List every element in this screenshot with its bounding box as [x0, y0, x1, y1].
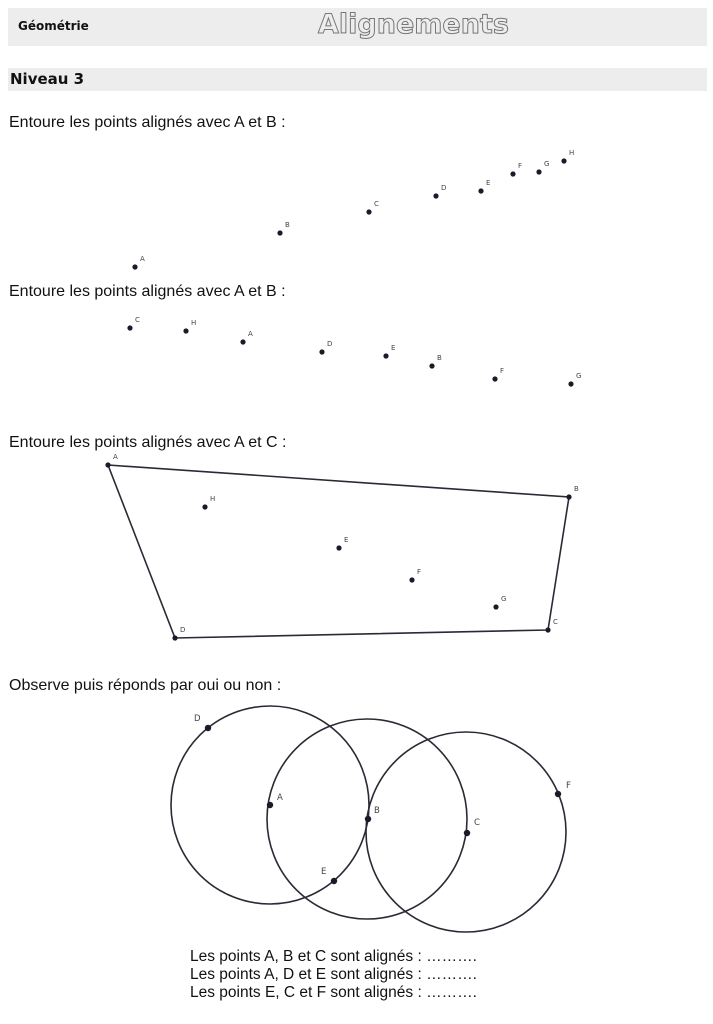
point-h	[183, 328, 188, 333]
exercise-2-instruction: Entoure les points alignés avec A et B :	[9, 283, 286, 300]
point-label: H	[191, 319, 197, 327]
point-label: F	[417, 568, 422, 576]
exercise-3-figure	[105, 453, 579, 641]
point-label: C	[374, 200, 379, 208]
point-c	[366, 209, 371, 214]
exercise-2-figure	[127, 316, 581, 387]
point-label: G	[576, 372, 582, 380]
point-label: F	[566, 781, 571, 791]
point-f	[409, 577, 414, 582]
point-a	[240, 339, 245, 344]
point-label: G	[544, 160, 550, 168]
point-e	[331, 878, 337, 884]
point-label: B	[437, 354, 442, 362]
point-f	[492, 376, 497, 381]
point-label: A	[248, 330, 253, 338]
point-f	[555, 791, 561, 797]
point-label: F	[500, 367, 505, 375]
point-label: A	[140, 255, 145, 263]
point-b	[365, 816, 371, 822]
point-a	[267, 802, 273, 808]
point-e	[383, 353, 388, 358]
point-d	[319, 349, 324, 354]
point-label: D	[441, 184, 447, 192]
point-label: E	[486, 179, 491, 187]
exercise-4-instruction: Observe puis réponds par oui ou non :	[9, 677, 282, 694]
point-d	[172, 635, 177, 640]
point-label: E	[391, 344, 396, 352]
level-title: Niveau 3	[10, 70, 85, 88]
point-label: B	[374, 806, 380, 816]
point-g	[568, 381, 573, 386]
point-e	[336, 545, 341, 550]
point-e	[478, 188, 483, 193]
question-2: Les points A, D et E sont alignés : ……….	[190, 966, 477, 983]
question-1: Les points A, B et C sont alignés : ……….	[190, 948, 477, 965]
quadrilateral-abcd	[108, 465, 569, 638]
point-f	[510, 171, 515, 176]
question-3: Les points E, C et F sont alignés : ……….	[190, 984, 477, 1001]
point-label: C	[135, 316, 140, 324]
point-g	[536, 169, 541, 174]
point-label: E	[321, 867, 327, 877]
exercise-1-instruction: Entoure les points alignés avec A et B :	[9, 114, 286, 131]
point-label: A	[277, 793, 283, 803]
point-c	[464, 830, 470, 836]
point-label: D	[327, 340, 333, 348]
exercise-3-instruction: Entoure les points alignés avec A et C :	[9, 434, 287, 451]
point-label: F	[518, 162, 523, 170]
point-a	[132, 264, 137, 269]
point-label: A	[113, 453, 118, 461]
point-b	[429, 363, 434, 368]
point-h	[202, 504, 207, 509]
point-label: C	[553, 618, 558, 626]
point-c	[545, 627, 550, 632]
point-d	[205, 725, 211, 731]
point-label: B	[574, 485, 579, 493]
point-h	[561, 158, 566, 163]
point-label: H	[569, 149, 575, 157]
point-b	[566, 494, 571, 499]
point-label: B	[285, 221, 290, 229]
subject-label: Géométrie	[18, 19, 89, 33]
page-title: Alignements	[318, 9, 509, 40]
point-label: E	[344, 536, 349, 544]
point-label: G	[501, 595, 507, 603]
point-c	[127, 325, 132, 330]
point-a	[105, 462, 110, 467]
point-label: C	[474, 818, 480, 828]
point-b	[277, 230, 282, 235]
point-g	[493, 604, 498, 609]
point-label: D	[180, 626, 186, 634]
exercise-4-figure	[171, 706, 571, 932]
point-label: H	[210, 495, 216, 503]
point-d	[433, 193, 438, 198]
exercise-1-figure	[132, 149, 574, 270]
point-label: D	[194, 714, 201, 724]
